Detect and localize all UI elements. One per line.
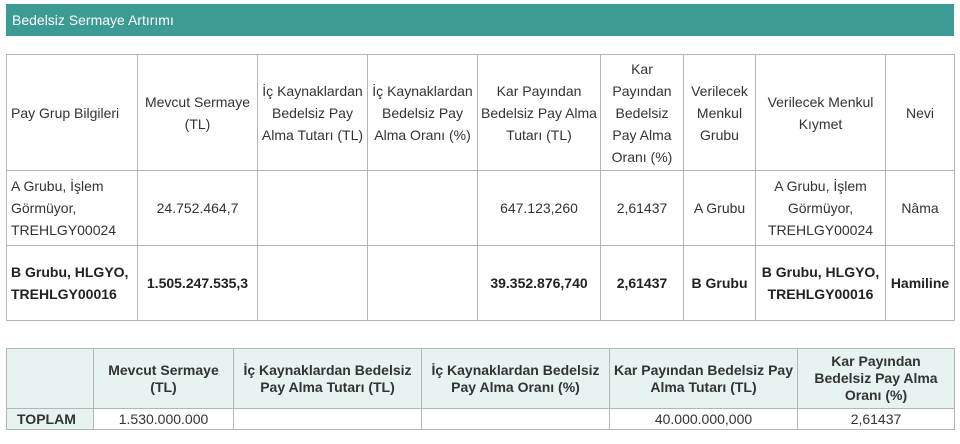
totals-label: TOPLAM bbox=[7, 409, 94, 430]
cell-mevcut-sermaye: 24.752.464,7 bbox=[138, 171, 258, 246]
totals-row bbox=[7, 409, 955, 430]
cell-menkul-kiymet: B Grubu, HLGYO, TREHLGY00016 bbox=[756, 246, 886, 321]
totals-header-kar-payi-tutar: Kar Payından Bedelsiz Pay Alma Tutarı (TL) bbox=[610, 349, 798, 409]
totals-table bbox=[6, 348, 955, 430]
cell-menkul-grubu: B Grubu bbox=[684, 246, 756, 321]
col-header-kar-payi-tutar: Kar Payından Bedelsiz Pay Alma Tutarı (TL) bbox=[478, 55, 601, 171]
cell-mevcut-sermaye: 1.505.247.535,3 bbox=[138, 246, 258, 321]
col-header-menkul-grubu: Verilecek Menkul Grubu bbox=[684, 55, 756, 171]
totals-kar-payi-tutar: 40.000.000,000 bbox=[610, 409, 798, 430]
cell-pay-grup: B Grubu, HLGYO, TREHLGY00016 bbox=[7, 246, 138, 321]
col-header-mevcut-sermaye: Mevcut Sermaye (TL) bbox=[138, 55, 258, 171]
cell-kar-payi-tutar: 647.123,260 bbox=[478, 171, 601, 246]
totals-header-row bbox=[7, 349, 955, 409]
col-header-ic-kaynak-tutar: İç Kaynaklardan Bedelsiz Pay Alma Tutarı (TL) bbox=[258, 55, 368, 171]
cell-menkul-grubu: A Grubu bbox=[684, 171, 756, 246]
totals-kar-payi-oran: 2,61437 bbox=[798, 409, 955, 430]
cell-kar-payi-oran: 2,61437 bbox=[601, 171, 684, 246]
cell-nevi: Hamiline bbox=[886, 246, 955, 321]
totals-header-ic-kaynak-tutar: İç Kaynaklardan Bedelsiz Pay Alma Tutarı (TL) bbox=[234, 349, 422, 409]
cell-nevi: Nâma bbox=[886, 171, 955, 246]
cell-kar-payi-tutar: 39.352.876,740 bbox=[478, 246, 601, 321]
totals-header-kar-payi-oran: Kar Payından Bedelsiz Pay Alma Oranı (%) bbox=[798, 349, 955, 409]
cell-menkul-kiymet: A Grubu, İşlem Görmüyor, TREHLGY00024 bbox=[756, 171, 886, 246]
cell-kar-payi-oran: 2,61437 bbox=[601, 246, 684, 321]
cell-pay-grup: A Grubu, İşlem Görmüyor, TREHLGY00024 bbox=[7, 171, 138, 246]
cell-ic-kaynak-oran bbox=[368, 171, 478, 246]
col-header-menkul-kiymet: Verilecek Menkul Kıymet bbox=[756, 55, 886, 171]
totals-mevcut-sermaye: 1.530.000.000 bbox=[94, 409, 234, 430]
cell-ic-kaynak-tutar bbox=[258, 171, 368, 246]
totals-ic-kaynak-tutar bbox=[234, 409, 422, 430]
table-header-row bbox=[7, 55, 955, 171]
section-title: Bedelsiz Sermaye Artırımı bbox=[6, 4, 954, 36]
col-header-kar-payi-oran: Kar Payından Bedelsiz Pay Alma Oranı (%) bbox=[601, 55, 684, 171]
table-row bbox=[7, 246, 955, 321]
totals-ic-kaynak-oran bbox=[422, 409, 610, 430]
cell-ic-kaynak-oran bbox=[368, 246, 478, 321]
col-header-nevi: Nevi bbox=[886, 55, 955, 171]
table-row bbox=[7, 171, 955, 246]
col-header-pay-grup: Pay Grup Bilgileri bbox=[7, 55, 138, 171]
col-header-ic-kaynak-oran: İç Kaynaklardan Bedelsiz Pay Alma Oranı (%) bbox=[368, 55, 478, 171]
totals-header-blank bbox=[7, 349, 94, 409]
cell-ic-kaynak-tutar bbox=[258, 246, 368, 321]
totals-header-mevcut-sermaye: Mevcut Sermaye (TL) bbox=[94, 349, 234, 409]
share-group-table bbox=[6, 54, 955, 321]
totals-header-ic-kaynak-oran: İç Kaynaklardan Bedelsiz Pay Alma Oranı (%) bbox=[422, 349, 610, 409]
